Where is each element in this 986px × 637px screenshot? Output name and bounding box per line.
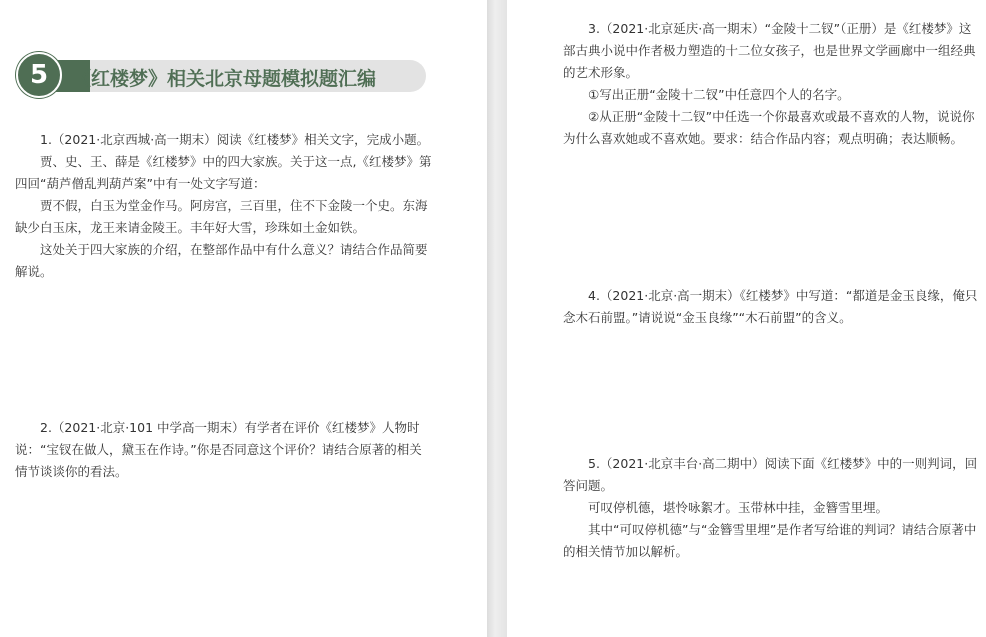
question-3-task-1: ①写出正册“金陵十二钗”中任意四个人的名字。 [588,87,850,102]
question-2-stem: 2.（2021·北京·101 中学高一期末）有学者在评价《红楼梦》人物时说：“宝钗在做人，黛玉在作诗。”你是否同意这个评价？请结合原著的相关情节谈谈你的看法。 [15,420,422,479]
question-2 [15,417,433,483]
question-1-prompt: 这处关于四大家族的介绍，在整部作品中有什么意义？请结合作品简要解说。 [15,242,428,279]
section-number-badge: 5 [16,52,62,98]
section-title: 《红楼梦》相关北京母题模拟题汇编 [72,68,377,90]
section-heading [16,52,428,98]
question-3-task-2: ②从正册“金陵十二钗”中任选一个你最喜欢或最不喜欢的人物，说说你为什么喜欢她或不喜欢她。要求：结合作品内容；观点明确；表达顺畅。 [563,109,975,146]
question-4 [563,285,983,329]
question-1-stem: 1.（2021·北京西城·高一期末）阅读《红楼梦》相关文字，完成小题。 [40,132,430,147]
question-5-prompt: 其中“可叹停机德”与“金簪雪里埋”是作者写给谁的判词？请结合原著中的相关情节加以解析。 [563,522,977,559]
left-page [0,0,487,637]
question-1 [15,129,433,283]
right-page [507,0,986,637]
question-1-quote: 贾不假，白玉为堂金作马。阿房宫，三百里，住不下金陵一个史。东海缺少白玉床，龙王来请金陵王。丰年好大雪，珍珠如土金如铁。 [15,198,428,235]
question-5-verse: 可叹停机德，堪怜咏絮才。玉带林中挂，金簪雪里埋。 [588,500,889,515]
question-4-stem: 4.（2021·北京·高一期末）《红楼梦》中写道：“都道是金玉良缘，俺只念木石前盟。”请说说“金玉良缘”“木石前盟”的含义。 [563,288,978,325]
page-gutter [487,0,507,637]
question-5 [563,453,983,563]
question-1-paragraph-1: 贾、史、王、薛是《红楼梦》中的四大家族。关于这一点,《红楼梦》第四回“葫芦僧乱判葫芦案”中有一处文字写道： [15,154,432,191]
question-3-stem: 3.（2021·北京延庆·高一期末）“金陵十二钗”（正册）是《红楼梦》这部古典小说中作者极力塑造的十二位女孩子，也是世界文学画廊中一组经典的艺术形象。 [563,21,976,80]
question-5-stem: 5.（2021·北京丰台·高二期中）阅读下面《红楼梦》中的一则判词，回答问题。 [563,456,978,493]
question-3 [563,18,983,150]
